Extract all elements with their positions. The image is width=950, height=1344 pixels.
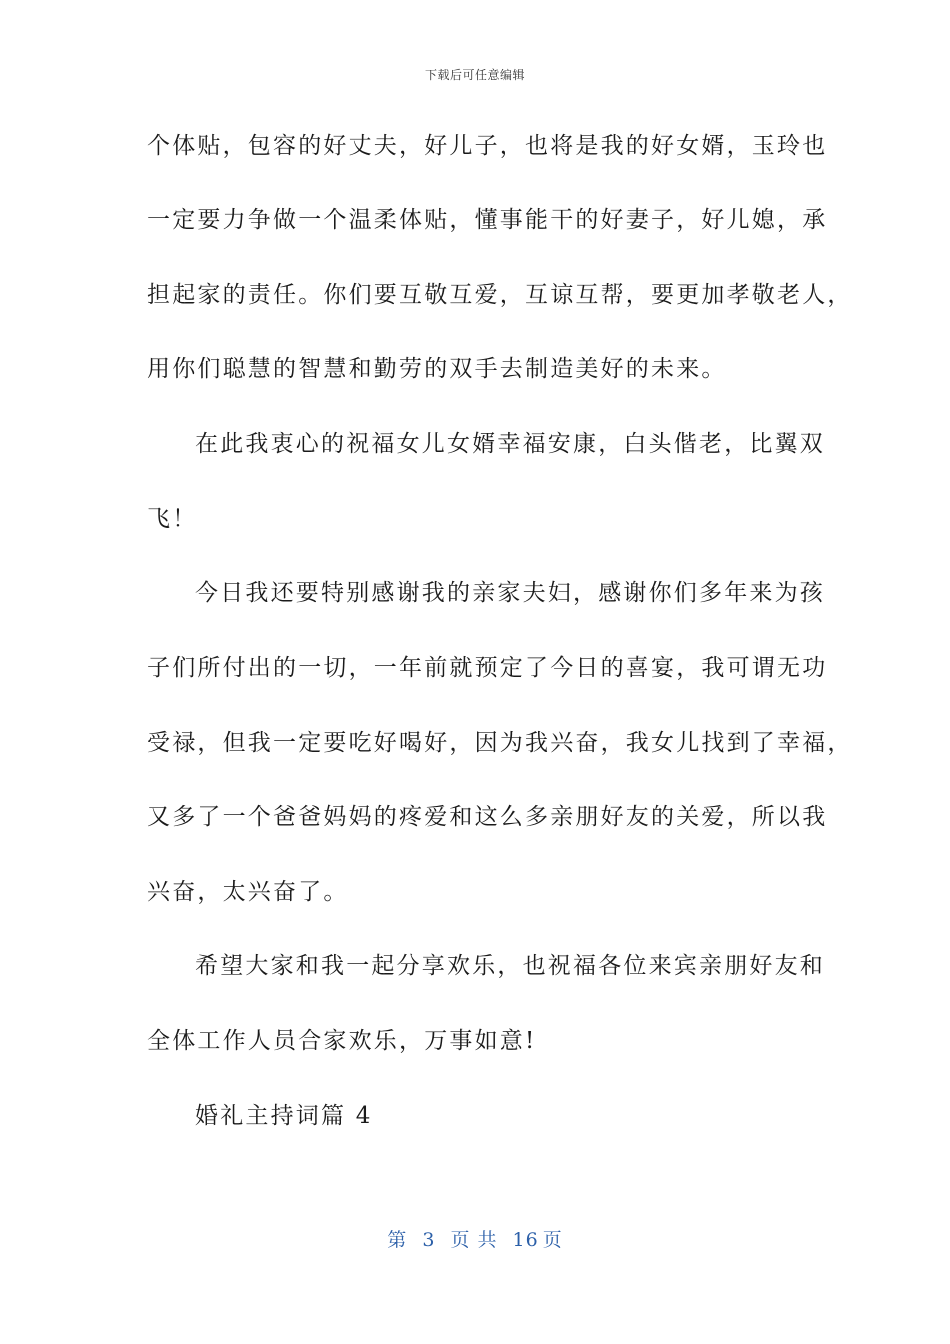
text-line: 又多了一个爸爸妈妈的疼爱和这么多亲朋好友的关爱，所以我 <box>147 804 828 830</box>
footer-prefix: 第 <box>387 1229 408 1251</box>
footer-suffix: 页 <box>542 1229 563 1251</box>
total-page-count: 16 <box>512 1229 539 1251</box>
text-line: 子们所付出的一切，一年前就预定了今日的喜宴，我可谓无功 <box>147 655 828 681</box>
page-footer <box>0 1225 950 1252</box>
paragraph-start-line: 在此我衷心的祝福女儿女婿幸福安康，白头偕老，比翼双 <box>195 431 825 457</box>
text-line: 担起家的责任。你们要互敬互爱，互谅互帮，要更加孝敬老人， <box>147 282 853 308</box>
text-line: 全体工作人员合家欢乐，万事如意! <box>147 1028 537 1054</box>
paragraph-start-line: 希望大家和我一起分享欢乐，也祝福各位来宾亲朋好友和 <box>195 953 825 979</box>
page-header: 下载后可任意编辑 <box>424 68 525 82</box>
section-heading: 婚礼主持词篇 4 <box>195 1103 373 1129</box>
text-line: 兴奋，太兴奋了。 <box>147 879 349 905</box>
paragraph-start-line: 今日我还要特别感谢我的亲家夫妇，感谢你们多年来为孩 <box>195 580 825 606</box>
footer-mid: 页 共 <box>450 1229 498 1251</box>
text-line: 用你们聪慧的智慧和勤劳的双手去制造美好的未来。 <box>147 356 727 382</box>
text-line: 个体贴，包容的好丈夫，好儿子，也将是我的好女婿，玉玲也 <box>147 133 828 159</box>
text-line: 受禄，但我一定要吃好喝好，因为我兴奋，我女儿找到了幸福， <box>147 730 853 756</box>
text-line: 飞！ <box>147 506 198 532</box>
text-line: 一定要力争做一个温柔体贴，懂事能干的好妻子，好儿媳，承 <box>147 207 828 233</box>
current-page-number: 3 <box>422 1229 436 1251</box>
